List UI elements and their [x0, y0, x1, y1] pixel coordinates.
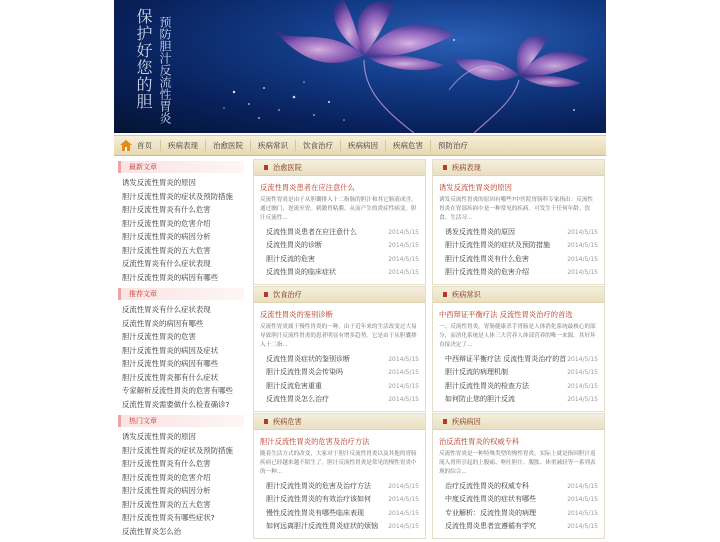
- article-title[interactable]: 胆汁反流性胃炎有什么危害: [445, 254, 529, 263]
- article-title[interactable]: 反流性胃炎的临床症状: [266, 268, 336, 277]
- article-list: [254, 353, 425, 407]
- article-list: [254, 480, 425, 534]
- article-title[interactable]: 诱发反流性胃炎的原因: [445, 228, 515, 236]
- list-item[interactable]: [445, 266, 598, 279]
- banner-title: 保护好您的胆: [134, 8, 153, 110]
- article-date: 2014/5/15: [567, 523, 598, 531]
- article-title[interactable]: 中西辩证平衡疗法 反流性胃炎治疗的首: [445, 355, 567, 363]
- section-title[interactable]: 疾病常识: [433, 287, 604, 303]
- article-title[interactable]: 反流性胃炎症状的鉴别诊断: [266, 355, 350, 363]
- nav-item-knowledge[interactable]: 疾病常识: [250, 140, 295, 151]
- article-date: 2014/5/15: [388, 382, 419, 390]
- list-item[interactable]: 反流性胃炎怎么治: [122, 526, 182, 536]
- article-date: 2014/5/15: [388, 496, 419, 504]
- article-date: 2014/5/15: [567, 369, 598, 377]
- list-item[interactable]: 胆汁反流性胃炎都有什么症状: [122, 372, 219, 382]
- list-item[interactable]: [445, 353, 598, 366]
- hot-articles-heading: 热门文章: [118, 415, 244, 427]
- article-title[interactable]: 反流性胃炎患者在应注意什么: [266, 228, 357, 236]
- list-item[interactable]: [266, 520, 419, 533]
- list-item[interactable]: [445, 253, 598, 266]
- article-title[interactable]: 反流性胃炎患者宜遵循有学究: [445, 522, 536, 531]
- list-item[interactable]: 胆汁反流性胃炎的症状及预防措施: [122, 191, 233, 201]
- section-box-diet: [253, 286, 426, 412]
- list-item[interactable]: 胆汁反流性胃炎有哪些症状?: [122, 513, 215, 522]
- featured-article-title[interactable]: 反流性胃炎患者在应注意什么: [260, 183, 355, 192]
- list-item[interactable]: [445, 380, 598, 393]
- list-item[interactable]: 反流性胃炎有什么症状表现: [122, 259, 211, 268]
- article-title[interactable]: 胆汁反流性胃炎的危害及治疗方法: [266, 482, 371, 490]
- article-date: 2014/5/15: [388, 523, 419, 531]
- article-date: 2014/5/15: [388, 396, 419, 404]
- article-list: [254, 226, 425, 280]
- nav-item-causes[interactable]: 疾病病因: [340, 140, 385, 151]
- featured-article-title[interactable]: 治反流性胃炎的权威专科: [439, 437, 520, 446]
- list-item[interactable]: 胆汁反流性胃炎有什么危害: [122, 459, 211, 468]
- list-item[interactable]: 胆汁反流性胃炎的五大危害: [122, 499, 211, 509]
- main-nav: [114, 135, 606, 156]
- list-item[interactable]: [445, 366, 598, 379]
- article-title[interactable]: 慢性反流性胃炎有哪些临床表现: [266, 508, 364, 517]
- article-date: 2014/5/15: [388, 269, 419, 277]
- list-item[interactable]: [266, 226, 419, 239]
- article-list: [433, 480, 604, 534]
- featured-article-title[interactable]: 诱发反流性胃炎的原因: [439, 183, 512, 192]
- list-item[interactable]: 诱发反流性胃炎的原因: [122, 178, 196, 187]
- section-title[interactable]: 疾病表现: [433, 160, 604, 176]
- article-date: 2014/5/15: [388, 255, 419, 263]
- article-list: [433, 226, 604, 280]
- nav-item-harm[interactable]: 疾病危害: [385, 140, 430, 151]
- banner-subtitle: 预防胆汁反流性胃炎: [158, 16, 172, 124]
- article-title[interactable]: 胆汁反流性胃炎会传染吗: [266, 368, 343, 377]
- article-date: 2014/5/15: [567, 496, 598, 504]
- section-title[interactable]: 饮食治疗: [254, 287, 425, 303]
- nav-home[interactable]: [120, 140, 152, 151]
- latest-articles-heading: 最新文章: [118, 161, 244, 173]
- article-date: 2014/5/15: [388, 509, 419, 517]
- nav-home-label: 首页: [137, 141, 152, 150]
- section-box-knowledge: [432, 286, 605, 412]
- section-box-hospital: [253, 159, 426, 285]
- article-title[interactable]: 胆汁反流危害重重: [266, 381, 322, 390]
- article-date: 2014/5/15: [567, 242, 598, 250]
- hot-articles-list: [118, 430, 244, 538]
- list-item[interactable]: [266, 253, 419, 266]
- article-title[interactable]: 治疗反流性胃炎的权威专科: [445, 482, 529, 490]
- list-item[interactable]: 胆汁反流性胃炎的危害介绍: [122, 218, 211, 228]
- header-banner: [114, 0, 606, 133]
- nav-item-symptoms[interactable]: 疾病表现: [160, 140, 205, 151]
- page-wrapper: [114, 0, 606, 540]
- article-title[interactable]: 胆汁反流性胃炎的危害介绍: [445, 268, 529, 277]
- article-title[interactable]: 反流性胃炎的诊断: [266, 241, 322, 250]
- article-date: 2014/5/15: [567, 396, 598, 404]
- featured-article-title[interactable]: 反流性胃炎的鉴别诊断: [260, 310, 333, 319]
- list-item[interactable]: [445, 520, 598, 533]
- nav-item-diet[interactable]: 饮食治疗: [295, 140, 340, 151]
- featured-article-summary: 反流性胃炎是一种特殊类型的慢性胃炎，实际上就是指因胆汁返流入胃所引起的上腹痛、呕吐胆汁、腹胀、体重减轻等一系列表现的综合...: [439, 451, 596, 475]
- section-box-causes: [432, 413, 605, 539]
- list-item[interactable]: [445, 480, 598, 493]
- article-title[interactable]: 胆汁反流的病理机制: [445, 368, 508, 377]
- list-item[interactable]: [266, 366, 419, 379]
- list-item[interactable]: [266, 266, 419, 279]
- article-title[interactable]: 如何远离胆汁反流性胃炎症状的烦恼: [266, 522, 378, 531]
- list-item[interactable]: 专家解析反流性胃炎的危害有哪些: [122, 386, 233, 395]
- article-date: 2014/5/15: [567, 356, 598, 363]
- recommended-articles-list: [118, 303, 244, 411]
- article-title[interactable]: 胆汁反流性胃炎的检查方法: [445, 381, 529, 390]
- list-item[interactable]: 胆汁反流性胃炎的症状及预防措施: [122, 445, 233, 455]
- recommended-articles-heading: 推荐文章: [118, 288, 244, 300]
- section-title[interactable]: 治愈医院: [254, 160, 425, 176]
- article-date: 2014/5/15: [567, 255, 598, 263]
- list-item[interactable]: 胆汁反流性胃炎的危害: [122, 332, 196, 341]
- list-item[interactable]: [445, 226, 598, 239]
- featured-article-title[interactable]: 胆汁反流性胃炎的危害及治疗方法: [260, 437, 370, 446]
- featured-article-summary: 反流性胃炎属于慢性胃炎的一种。由于近年来的生活改变过大易导致胆汁反流性胃炎的患者明显有增多趋势。它是由于从胆囊排入十二指...: [260, 324, 417, 348]
- article-date: 2014/5/15: [388, 242, 419, 250]
- article-date: 2014/5/15: [567, 229, 598, 236]
- sidebar: [118, 161, 244, 542]
- list-item[interactable]: [445, 393, 598, 406]
- list-item[interactable]: 胆汁反流性胃炎的危害介绍: [122, 472, 211, 482]
- list-item[interactable]: 胆汁反流性胃炎的病因分析: [122, 486, 211, 495]
- list-item[interactable]: 反流性胃炎有什么症状表现: [122, 305, 211, 314]
- list-item[interactable]: [266, 493, 419, 506]
- article-date: 2014/5/15: [388, 483, 419, 490]
- section-title[interactable]: 疾病病因: [433, 414, 604, 430]
- list-item[interactable]: [445, 493, 598, 506]
- list-item[interactable]: 胆汁反流性胃炎的五大危害: [122, 245, 211, 255]
- list-item[interactable]: [266, 480, 419, 493]
- featured-article-summary: 反流性胃炎是由于从胆囊排入十二指肠的胆汁和其它肠液成含。通过幽门、逆流至胃。刺激胃粘膜。从而产生的炎症性病变。胆汁反流性...: [260, 197, 417, 221]
- article-date: 2014/5/15: [567, 269, 598, 277]
- list-item[interactable]: [266, 239, 419, 252]
- article-list: [433, 353, 604, 407]
- list-item[interactable]: 反流性胃炎需要做什么检查确诊?: [122, 399, 230, 409]
- article-title[interactable]: 胆汁反流的危害: [266, 254, 315, 263]
- list-item[interactable]: [445, 507, 598, 520]
- article-date: 2014/5/15: [388, 229, 419, 236]
- nav-item-hospital[interactable]: 治愈医院: [205, 140, 250, 151]
- featured-article-summary: 随着生活方式的改变，大家对于胆汁反流性胃炎以及其他的胃肠疾病已经越来越不陌生了。胆汁反流性胃炎是常见的慢性胃炎中的一种...: [260, 451, 417, 475]
- article-date: 2014/5/15: [388, 369, 419, 377]
- latest-articles-list: [118, 176, 244, 284]
- list-item[interactable]: [266, 353, 419, 366]
- list-item[interactable]: 胆汁反流性胃炎有什么危害: [122, 205, 211, 214]
- article-title[interactable]: 中度反流性胃炎的症状有哪些: [445, 495, 536, 504]
- article-title[interactable]: 专业解析：反流性胃炎的病理: [445, 508, 536, 517]
- article-title[interactable]: 胆汁反流性胃炎的症状及预防措施: [445, 241, 550, 250]
- list-item[interactable]: 胆汁反流性胃炎的病因及症状: [122, 345, 219, 355]
- list-item[interactable]: 诱发反流性胃炎的原因: [122, 432, 196, 441]
- list-item[interactable]: [266, 380, 419, 393]
- article-date: 2014/5/15: [567, 509, 598, 517]
- article-date: 2014/5/15: [567, 382, 598, 390]
- article-date: 2014/5/15: [388, 356, 419, 363]
- section-box-symptoms: [432, 159, 605, 285]
- article-title[interactable]: 如何防止您的胆汁反流: [445, 395, 515, 404]
- home-icon: [120, 140, 132, 151]
- list-item[interactable]: [266, 507, 419, 520]
- nav-item-prevention[interactable]: 预防治疗: [430, 140, 475, 151]
- featured-article-summary: 诱发反流性胃炎的原因有哪些?中医院胃肠科专家指出：反流性胃炎在胃部疾病中是一种常见的疾病。可发生于任何年龄。饮食、生活习...: [439, 197, 594, 221]
- list-item[interactable]: 胆汁反流性胃炎的病因有哪些: [122, 359, 219, 368]
- list-item[interactable]: [445, 239, 598, 252]
- list-item[interactable]: 反流性胃炎的病因有哪些: [122, 318, 204, 328]
- section-title[interactable]: 疾病危害: [254, 414, 425, 430]
- featured-article-summary: 一、反流性胃炎，胃肠健康杀手胃肠是人体消化系统最核心的部分，而消化系统是人体三大营养人体部营养的唯一来源。其好坏直接决定了...: [439, 324, 596, 348]
- flower-illustration: [114, 0, 606, 133]
- article-date: 2014/5/15: [567, 483, 598, 490]
- list-item[interactable]: [266, 393, 419, 406]
- list-item[interactable]: 胆汁反流性胃炎的病因有哪些: [122, 272, 219, 282]
- section-box-harm: [253, 413, 426, 539]
- article-title[interactable]: 反流性胃炎怎么治疗: [266, 395, 329, 404]
- featured-article-title[interactable]: 中西辩证平衡疗法 反流性胃炎治疗的首选: [439, 310, 573, 319]
- article-title[interactable]: 胆汁反流性胃炎的有效治疗该如何: [266, 495, 371, 504]
- list-item[interactable]: 胆汁反流性胃炎的病因分析: [122, 232, 211, 241]
